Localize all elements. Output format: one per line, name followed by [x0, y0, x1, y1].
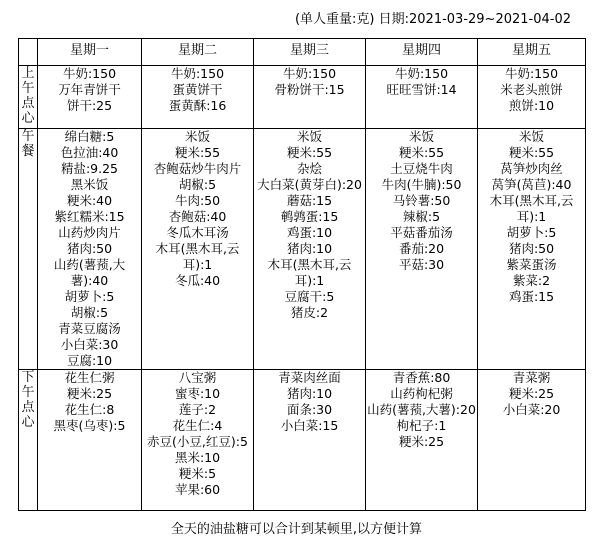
menu-item: 蛋黄酥:16: [168, 98, 227, 113]
day-header-thu: 星期四: [366, 39, 478, 66]
menu-item: 黑米饭: [70, 177, 109, 192]
menu-item: 粳米:55: [174, 145, 221, 160]
menu-item: 山药(薯蓣,大薯):20: [367, 402, 476, 417]
menu-item: 粳米:55: [286, 145, 333, 160]
menu-item: 猪肉:50: [508, 241, 555, 256]
menu-item: 小白菜:30: [60, 337, 119, 352]
menu-item: 小白菜:20: [502, 402, 561, 417]
menu-cell-fri: [478, 129, 586, 370]
menu-item: 牛奶:150: [170, 66, 225, 81]
menu-item: 蜜枣:10: [174, 386, 221, 401]
menu-item: 紫菜:2: [512, 273, 551, 288]
menu-item: 青香蕉:80: [392, 370, 451, 385]
menu-cell-tue: [142, 66, 254, 129]
meal-label-cell: [19, 66, 38, 129]
menu-item: 花生仁:8: [64, 402, 115, 417]
menu-item: 胡萝卜:5: [506, 225, 557, 240]
menu-cell-tue: [142, 370, 254, 511]
menu-item: 猪皮:2: [290, 305, 329, 320]
menu-item: 紫菜蛋汤: [506, 257, 557, 272]
menu-item: 米饭: [518, 129, 544, 144]
morning-snack-row: [19, 66, 586, 129]
menu-item: 赤豆(小豆,红豆):5: [147, 434, 248, 449]
menu-item: 辣椒:5: [402, 209, 441, 224]
menu-item: 鸡蛋:10: [286, 225, 333, 240]
menu-item: 牛肉:50: [174, 193, 221, 208]
menu-item: 青菜豆腐汤: [58, 321, 121, 336]
menu-cell-fri: [478, 66, 586, 129]
menu-item: 平菇番茄汤: [390, 225, 453, 240]
menu-item: 粳米:55: [508, 145, 555, 160]
menu-item: 饼干:25: [66, 98, 113, 113]
menu-item: 色拉油:40: [60, 145, 119, 160]
menu-cell-mon: [38, 370, 142, 511]
footer-note: 全天的油盐糖可以合计到某顿里,以方便计算: [170, 522, 423, 537]
menu-cell-thu: [366, 370, 478, 511]
meal-label: 午餐: [21, 129, 35, 159]
menu-item: 牛奶:150: [394, 66, 449, 81]
menu-item: 花生仁粥: [64, 370, 115, 385]
menu-item: 万年青饼干: [58, 82, 121, 97]
menu-cell-thu: [366, 66, 478, 129]
menu-item: 土豆烧牛肉: [390, 161, 453, 176]
menu-item: 八宝粥: [178, 370, 217, 385]
menu-item: 胡萝卜:5: [64, 289, 115, 304]
menu-item: 花生仁:4: [172, 418, 223, 433]
menu-item: 胡椒:5: [70, 305, 109, 320]
menu-item: 大白菜(黄芽白):20: [257, 177, 362, 192]
menu-item: 小白菜:15: [280, 418, 339, 433]
menu-cell-fri: [478, 370, 586, 511]
menu-item: 骨粉饼干:15: [274, 82, 345, 97]
menu-item: 猪肉:10: [286, 386, 333, 401]
menu-item: 胡椒:5: [178, 177, 217, 192]
menu-item: 木耳(黑木耳,云耳):1: [267, 257, 352, 288]
menu-item: 紫红糯米:15: [54, 209, 125, 224]
meal-label: 下午点心: [21, 370, 35, 430]
menu-item: 旺旺雪饼:14: [386, 82, 457, 97]
meal-label: 上午点心: [21, 66, 35, 126]
day-header-fri: 星期五: [478, 39, 586, 66]
lunch-row: [19, 129, 586, 370]
menu-item: 粳米:25: [508, 386, 555, 401]
menu-item: 粳米:40: [66, 193, 113, 208]
menu-item: 黑枣(乌枣):5: [53, 418, 126, 433]
menu-item: 杏鲍菇炒牛肉片: [153, 161, 242, 176]
menu-item: 枸杞子:1: [396, 418, 447, 433]
menu-item: 番茄:20: [398, 241, 445, 256]
menu-item: 冬瓜木耳汤: [166, 225, 229, 240]
menu-item: 面条:30: [286, 402, 333, 417]
menu-item: 猪肉:50: [66, 241, 113, 256]
header-row: [19, 39, 586, 66]
menu-item: 精盐:9.25: [60, 161, 119, 176]
menu-item: 木耳(黑木耳,云耳):1: [489, 193, 574, 224]
menu-item: 蛋黄饼干: [172, 82, 223, 97]
menu-item: 杂烩: [296, 161, 322, 176]
day-header-mon: 星期一: [38, 39, 142, 66]
meal-label-cell: [19, 129, 38, 370]
corner-cell: [19, 39, 38, 66]
menu-item: 黑米:10: [174, 450, 221, 465]
menu-item: 粳米:55: [398, 145, 445, 160]
menu-item: 苹果:60: [174, 482, 221, 497]
menu-cell-tue: [142, 129, 254, 370]
header-note: (单人重量:克) 日期:2021-03-29~2021-04-02: [294, 12, 571, 27]
menu-item: 莲子:2: [178, 402, 217, 417]
day-header-wed: 星期三: [254, 39, 366, 66]
menu-item: 米饭: [184, 129, 210, 144]
weekly-menu-table: [18, 38, 586, 511]
menu-item: 山药(薯蓣,大薯):40: [53, 257, 126, 288]
menu-cell-wed: [254, 370, 366, 511]
menu-item: 煎饼:10: [508, 98, 555, 113]
menu-cell-thu: [366, 129, 478, 370]
menu-item: 木耳(黑木耳,云耳):1: [155, 241, 240, 272]
menu-item: 粳米:25: [398, 434, 445, 449]
menu-item: 粳米:5: [178, 466, 217, 481]
menu-item: 牛奶:150: [504, 66, 559, 81]
menu-item: 冬瓜:40: [174, 273, 221, 288]
menu-item: 平菇:30: [398, 257, 445, 272]
menu-cell-mon: [38, 129, 142, 370]
meal-label-cell: [19, 370, 38, 511]
menu-item: 马铃薯:50: [392, 193, 451, 208]
menu-item: 牛奶:150: [62, 66, 117, 81]
menu-item: 绵白糖:5: [64, 129, 115, 144]
menu-item: 山药枸杞粥: [390, 386, 453, 401]
menu-cell-mon: [38, 66, 142, 129]
afternoon-snack-row: [19, 370, 586, 511]
menu-item: 鸡蛋:15: [508, 289, 555, 304]
menu-item: 蘑菇:15: [286, 193, 333, 208]
day-header-tue: 星期二: [142, 39, 254, 66]
menu-item: 豆腐干:5: [284, 289, 335, 304]
menu-item: 猪肉:10: [286, 241, 333, 256]
menu-item: 牛肉(牛腩):50: [381, 177, 462, 192]
menu-cell-wed: [254, 66, 366, 129]
menu-item: 青菜肉丝面: [278, 370, 341, 385]
menu-item: 青菜粥: [512, 370, 551, 385]
menu-item: 莴笋(莴苣):40: [491, 177, 572, 192]
menu-item: 杏鲍菇:40: [168, 209, 227, 224]
menu-item: 莴笋炒肉丝: [500, 161, 563, 176]
menu-item: 米饭: [408, 129, 434, 144]
menu-item: 鹌鹑蛋:15: [280, 209, 339, 224]
menu-item: 米饭: [296, 129, 322, 144]
menu-item: 牛奶:150: [282, 66, 337, 81]
menu-item: 米老头煎饼: [500, 82, 563, 97]
menu-item: 山药炒肉片: [58, 225, 121, 240]
menu-item: 豆腐:10: [66, 353, 113, 368]
menu-item: 粳米:25: [66, 386, 113, 401]
menu-cell-wed: [254, 129, 366, 370]
